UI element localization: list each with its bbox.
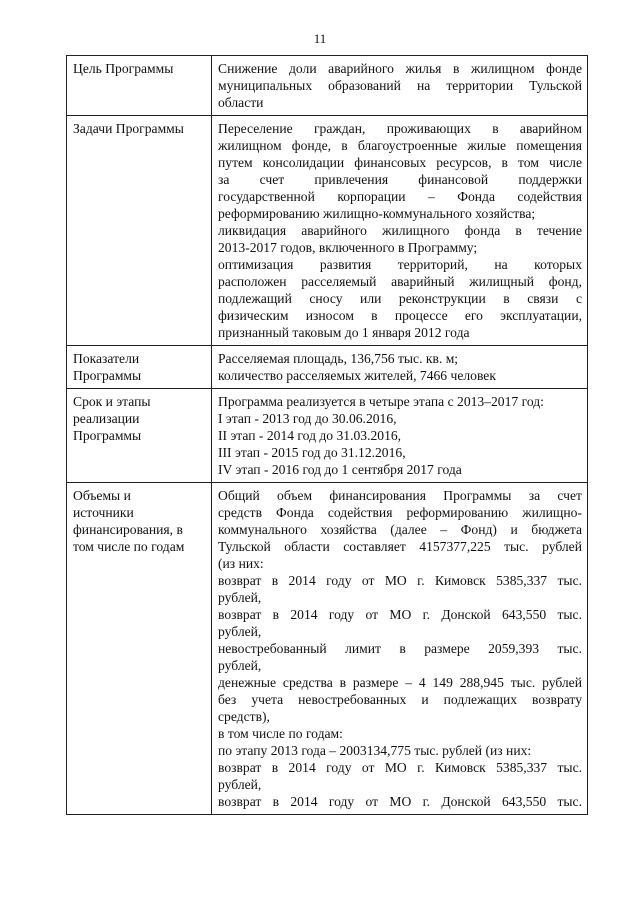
- table-row-indicators: [67, 346, 588, 389]
- row-value-line: возврат в 2014 году от МО г. Донской 643,550 тыс.: [218, 607, 582, 622]
- row-label-line: Объемы и: [73, 488, 131, 503]
- row-value-line: рублей,: [218, 590, 262, 605]
- row-value-line: I этап - 2013 год до 30.06.2016,: [218, 411, 397, 426]
- row-value-line: возврат в 2014 году от МО г. Кимовск 5385,337 тыс.: [218, 760, 582, 775]
- row-label-line: Показатели: [73, 351, 140, 366]
- row-value-line: II этап - 2014 год до 31.03.2016,: [218, 428, 402, 443]
- row-value-line: жилищном фонде, в благоустроенные жилые помещения: [218, 138, 582, 153]
- row-value-line: муниципальных образований на территории Тульской: [218, 78, 582, 93]
- program-passport-table: [66, 55, 588, 815]
- row-value-line: возврат в 2014 году от МО г. Кимовск 5385,337 тыс.: [218, 573, 582, 588]
- row-value-line: Снижение доли аварийного жилья в жилищном фонде: [218, 61, 582, 76]
- row-value-line: государственной корпорации – Фонда содействия: [218, 189, 582, 204]
- row-value-line: признанный таковым до 1 января 2012 года: [218, 325, 470, 340]
- row-value-line: III этап - 2015 год до 31.12.2016,: [218, 445, 406, 460]
- row-value-line: Общий объем финансирования Программы за счет: [218, 488, 582, 503]
- row-label-cell: [67, 389, 212, 483]
- row-value-cell: [212, 116, 588, 346]
- row-label-line: Программы: [73, 368, 142, 383]
- table-row-tasks: [67, 116, 588, 346]
- row-label-line: том числе по годам: [73, 539, 185, 554]
- page-number: 11: [313, 31, 327, 46]
- row-value-line: Переселение граждан, проживающих в аварийном: [218, 121, 582, 136]
- row-value-line: Тульской области составляет 4157377,225 тыс. рублей: [218, 539, 582, 554]
- row-label-line: реализации: [73, 411, 140, 426]
- row-label-line: Цель Программы: [73, 61, 174, 76]
- row-label-line: Задачи Программы: [73, 121, 184, 136]
- row-value-line: рублей,: [218, 658, 262, 673]
- row-value-line: Программа реализуется в четыре этапа с 2013–2017 год:: [218, 394, 544, 409]
- table-row-terms-stages: [67, 389, 588, 483]
- row-value-cell: [212, 56, 588, 116]
- row-value-line: подлежащий сносу или реконструкции в связи с: [218, 291, 582, 306]
- row-value-line: расположен расселяемый аварийный жилищный фонд,: [218, 274, 582, 289]
- row-value-line: области: [218, 95, 264, 110]
- row-label-cell: [67, 483, 212, 815]
- row-value-cell: [212, 483, 588, 815]
- row-value-line: средств),: [218, 709, 270, 724]
- row-value-line: за счет привлечения финансовой поддержки: [218, 172, 582, 187]
- row-value-line: невостребованный лимит в размере 2059,393 тыс.: [218, 641, 582, 656]
- row-value-cell: [212, 346, 588, 389]
- row-value-line: Расселяемая площадь, 136,756 тыс. кв. м;: [218, 351, 459, 366]
- row-label-cell: [67, 346, 212, 389]
- row-value-line: средств Фонда содействия реформированию жилищно-: [218, 505, 582, 520]
- row-value-line: 2013-2017 годов, включенного в Программу;: [218, 240, 478, 255]
- row-value-line: денежные средства в размере – 4 149 288,945 тыс. рублей: [218, 675, 582, 690]
- row-value-line: IV этап - 2016 год до 1 сентября 2017 года: [218, 462, 462, 477]
- table-row-goal: [67, 56, 588, 116]
- row-value-line: реформированию жилищно-коммунального хозяйства;: [218, 206, 536, 221]
- row-value-line: в том числе по годам:: [218, 726, 343, 741]
- row-label-cell: [67, 56, 212, 116]
- row-value-line: оптимизация развития территорий, на которых: [218, 257, 582, 272]
- row-label-line: Программы: [73, 428, 142, 443]
- row-value-line: физическим износом в процессе его эксплуатации,: [218, 308, 582, 323]
- row-value-line: возврат в 2014 году от МО г. Донской 643,550 тыс.: [218, 794, 582, 809]
- row-value-line: коммунального хозяйства (далее – Фонд) и бюджета: [218, 522, 582, 537]
- table-row-funding: [67, 483, 588, 815]
- row-value-line: по этапу 2013 года – 2003134,775 тыс. рублей (из них:: [218, 743, 532, 758]
- row-value-line: путем консолидации финансовых ресурсов, в том числе: [218, 155, 582, 170]
- row-label-line: финансирования, в: [73, 522, 183, 537]
- row-label-line: Срок и этапы: [73, 394, 151, 409]
- row-value-line: рублей,: [218, 624, 262, 639]
- row-label-cell: [67, 116, 212, 346]
- row-value-line: количество расселяемых жителей, 7466 человек: [218, 368, 496, 383]
- row-value-cell: [212, 389, 588, 483]
- row-label-line: источники: [73, 505, 134, 520]
- row-value-line: без учета невостребованных и подлежащих возврату: [218, 692, 582, 707]
- row-value-line: (из них:: [218, 556, 264, 571]
- row-value-line: ликвидация аварийного жилищного фонда в течение: [218, 223, 582, 238]
- row-value-line: рублей,: [218, 777, 262, 792]
